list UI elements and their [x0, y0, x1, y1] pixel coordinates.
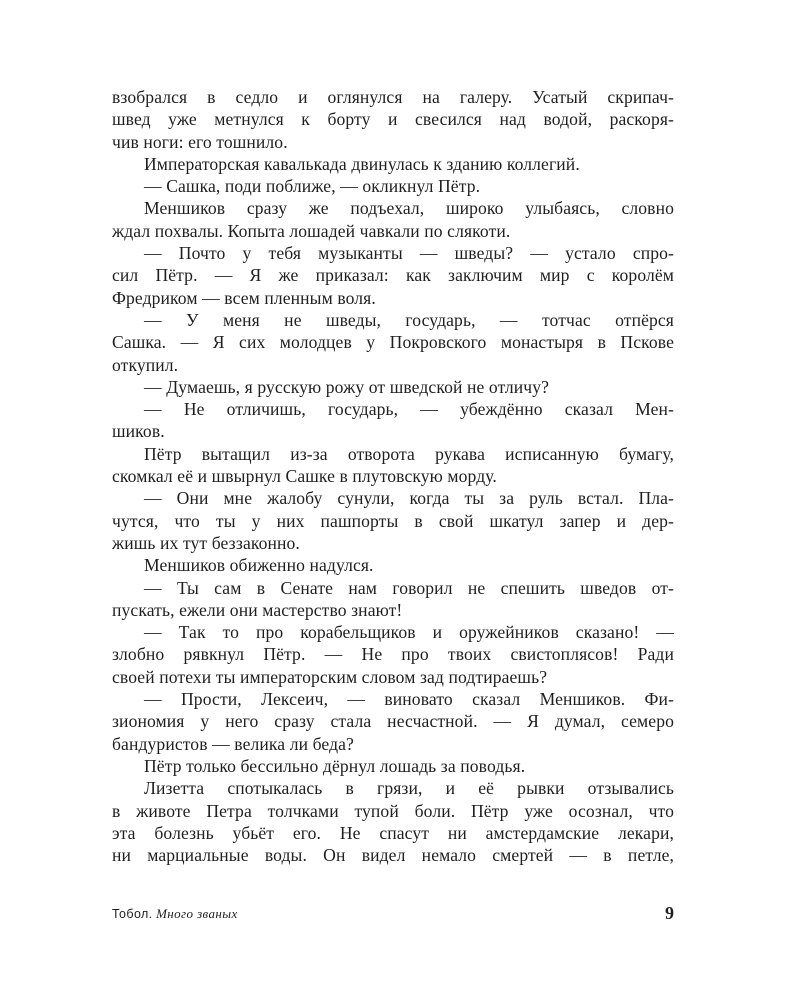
page-number: 9 [665, 903, 674, 923]
text-line: Фредриком — всем пленным воля. [112, 287, 376, 308]
text-line: — Ты сам в Сенате нам говорил не спешить шведов от- [144, 577, 674, 598]
text-line: — Думаешь, я русскую рожу от шведской не отличу? [144, 376, 550, 397]
book-title: Много званых [156, 906, 238, 921]
text-line: Пётр только бессильно дёрнул лошадь за поводья. [144, 755, 526, 776]
text-line: Пётр вытащил из-за отворота рукава исписанную бумагу, [144, 443, 674, 464]
text-line: — Почто у тебя музыканты — шведы? — устало спро- [144, 243, 674, 264]
text-line: взобрался в седло и оглянулся на галеру. Усатый скрипач- [112, 87, 674, 107]
text-line: в животе Петра толчками тупой боли. Пётр уже осознал, что [112, 800, 674, 821]
text-line: эта болезнь убьёт его. Не спасут ни амстердамские лекари, [112, 822, 674, 843]
page-footer [112, 904, 674, 928]
running-head [112, 906, 238, 922]
text-line: — Так то про корабельщиков и оружейников сказано! — [144, 622, 674, 643]
text-line: пускать, ежели они мастерство знают! [112, 599, 403, 620]
text-line: Лизетта спотыкалась в грязи, и её рывки отзывались [144, 778, 674, 799]
text-line: ни марциальные воды. Он видел немало смертей — в петле, [112, 845, 674, 866]
text-line: — Сашка, поди поближе, — окликнул Пётр. [144, 176, 481, 197]
text-line: Императорская кавалькада двинулась к зданию коллегий. [144, 153, 580, 174]
text-line: чив ноги: его тошнило. [112, 131, 288, 152]
text-line: — Они мне жалобу сунули, когда ты за руль встал. Пла- [144, 488, 674, 509]
text-line: шиков. [112, 421, 165, 442]
text-line: злобно рявкнул Пётр. — Не про твоих свистоплясов! Ради [112, 644, 674, 665]
text-line: — Не отличишь, государь, — убеждённо сказал Мен- [144, 399, 674, 420]
text-line: скомкал её и швырнул Сашке в плутовскую морду. [112, 466, 497, 487]
text-line: Меншиков обиженно надулся. [144, 555, 374, 576]
series-title: Тобол [112, 907, 149, 921]
text-line: жишь их тут беззаконно. [112, 532, 300, 553]
text-line: своей потехи ты императорским словом зад подтираешь? [112, 666, 548, 687]
title-separator: . [148, 906, 157, 921]
text-line: Меншиков сразу же подъехал, широко улыбаясь, словно [144, 198, 674, 219]
text-line: откупил. [112, 354, 179, 375]
text-line: швед уже метнулся к борту и свесился над водой, раскоря- [112, 109, 674, 130]
text-line: ждал похвалы. Копыта лошадей чавкали по слякоти. [112, 220, 511, 241]
text-line: сил Пётр. — Я же приказал: как заключим мир с королём [112, 265, 674, 286]
text-line: чутся, что ты у них пашпорты в свой шкатул запер и дер- [112, 510, 674, 531]
text-line: — У меня не шведы, государь, — тотчас отпёрся [144, 309, 674, 330]
text-line: Сашка. — Я сих молодцев у Покровского монастыря в Пскове [112, 332, 674, 353]
text-line: зиономия у него сразу стала несчастной. — Я думал, семеро [112, 711, 674, 732]
body-text [112, 86, 674, 866]
text-line: бандуристов — велика ли беда? [112, 733, 354, 754]
text-line: — Прости, Лексеич, — виновато сказал Меншиков. Фи- [144, 689, 674, 710]
